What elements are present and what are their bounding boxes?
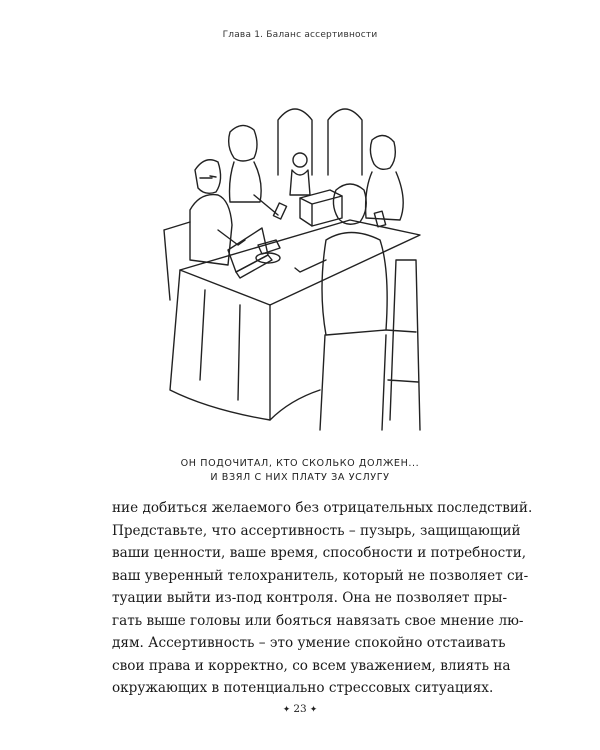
text-line: гать выше головы или бояться навязать свое мнение лю- [112,612,524,629]
text-line: дям. Ассертивность – это умение спокойно отстаивать [112,635,506,651]
text-line: ние добиться желаемого без отрицательных последствий. [112,500,533,516]
text-line: ваш уверенный телохранитель, который не позволяет си- [112,567,529,584]
chair [386,260,420,430]
chair [164,222,190,300]
text-line: ваши ценности, ваше время, способности и потребности, [112,545,527,561]
chair [320,335,386,430]
caption-line: ОН ПОДОЧИТАЛ, КТО СКОЛЬКО ДОЛЖЕН... [180,458,420,469]
text-line: свои права и корректно, со всем уважением, влиять на [112,657,511,674]
body-paragraph [112,497,533,700]
table-top [180,220,420,305]
page-number-value: 23 [293,703,307,715]
window-arch [328,109,362,175]
page-number [0,703,600,715]
figure-caption [0,457,600,485]
cartoon-illustration [150,100,450,445]
text-line: туации выйти из-под контроля. Она не позволяет пры- [112,590,508,606]
ornament-left-icon: ✦ [282,705,291,715]
caption-line: И ВЗЯЛ С НИХ ПЛАТУ ЗА УСЛУГУ [210,472,390,483]
running-head: Глава 1. Баланс ассертивности [222,30,378,40]
text-line: Представьте, что ассертивность – пузырь, защищающий [112,522,521,539]
ornament-right-icon: ✦ [309,705,318,715]
text-line: окружающих в потенциально стрессовых ситуациях. [112,680,494,696]
